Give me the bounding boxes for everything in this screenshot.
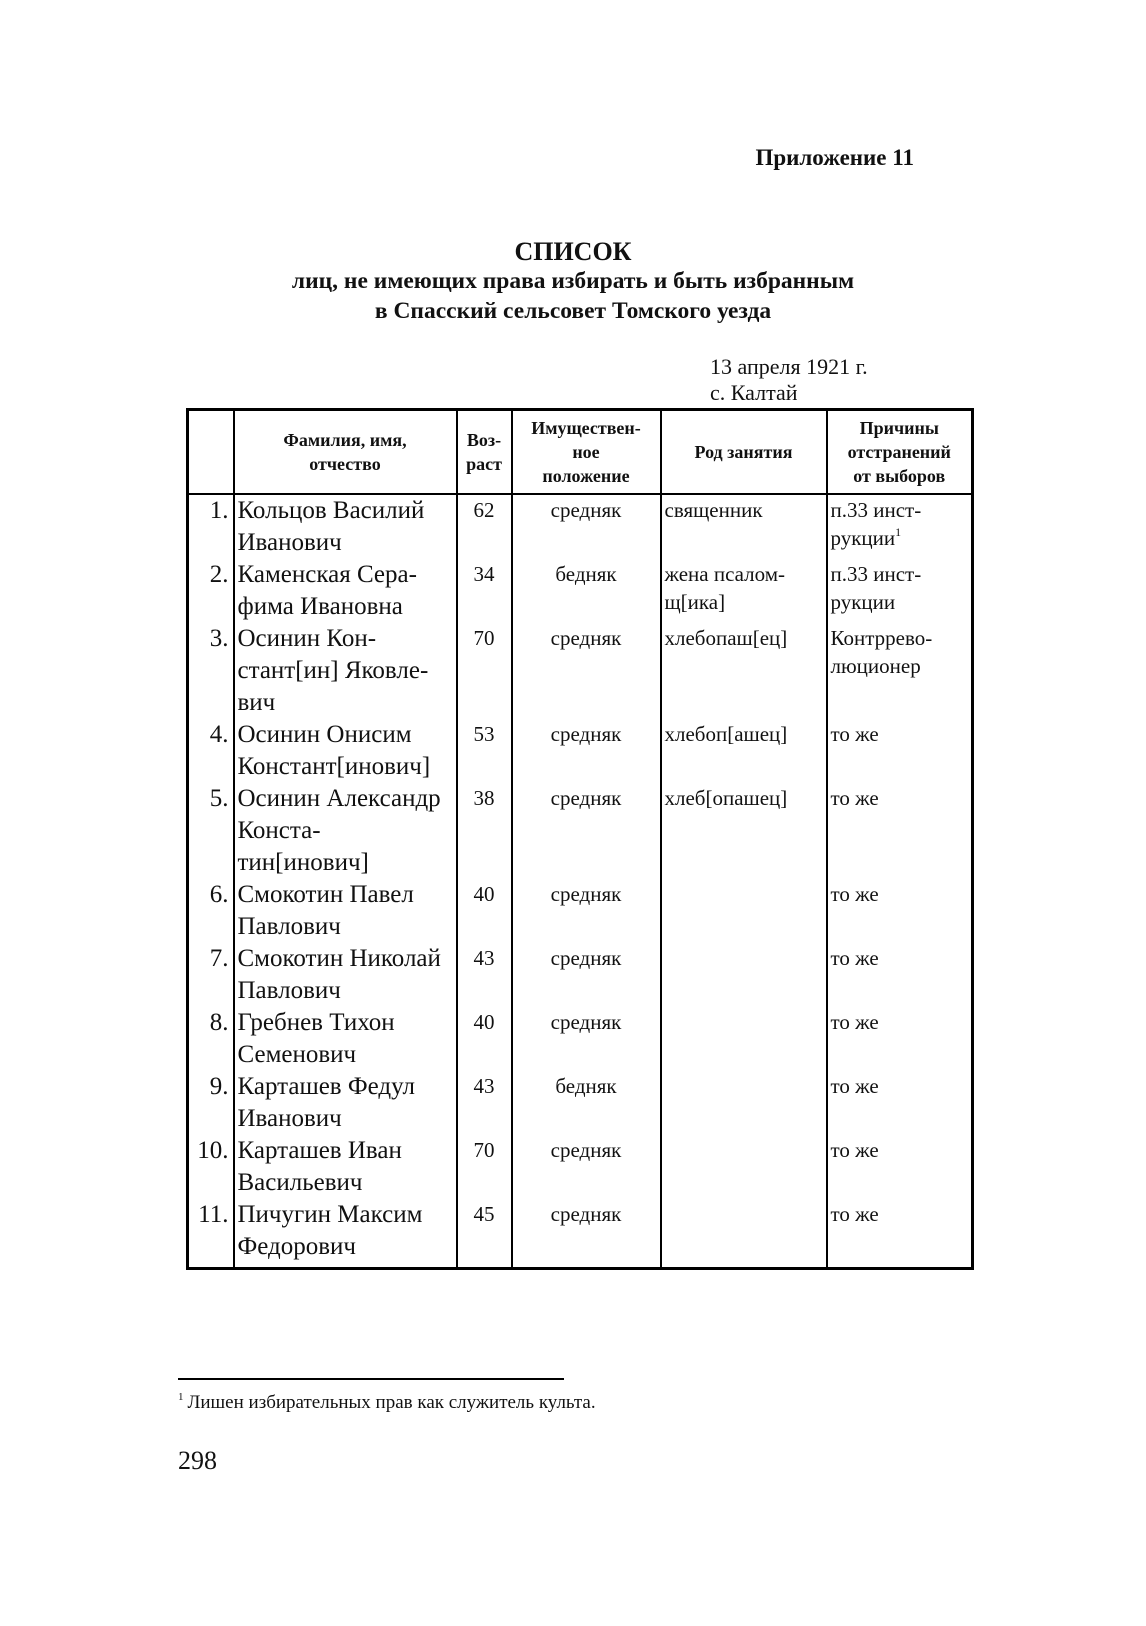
person-age: 43: [457, 1071, 512, 1135]
property-status: бедняк: [512, 1071, 661, 1135]
person-age: 45: [457, 1199, 512, 1269]
person-name: Карташев Иван Васильевич: [234, 1135, 457, 1199]
table-body: [188, 494, 973, 1269]
property-status: средняк: [512, 783, 661, 879]
document-date: 13 апреля 1921 г.: [710, 354, 868, 379]
row-number: 10.: [197, 1137, 229, 1164]
person-age: 62: [457, 494, 512, 559]
document-title: [0, 238, 1146, 326]
exclusion-reason: п.33 инст- рукции: [827, 559, 973, 623]
row-number: 4.: [209, 721, 229, 748]
header-age: Воз- раст: [457, 410, 512, 495]
row-number: 11.: [198, 1201, 229, 1228]
header-name: Фамилия, имя, отчество: [234, 410, 457, 495]
property-status: средняк: [512, 1199, 661, 1269]
row-number: 7.: [209, 945, 229, 972]
occupation: [661, 1007, 827, 1071]
table-row: [188, 879, 973, 943]
person-name: Осинин Александр Конста- тин[инович]: [234, 783, 457, 879]
title-line-2: лиц, не имеющих права избирать и быть избранным: [291, 268, 855, 294]
header-occupation: Род занятия: [661, 410, 827, 495]
person-name: Осинин Кон- стант[ин] Яковле- вич: [234, 623, 457, 719]
property-status: бедняк: [512, 559, 661, 623]
person-name: Смокотин Павел Павлович: [234, 879, 457, 943]
person-age: 40: [457, 1007, 512, 1071]
exclusion-reason: то же: [827, 719, 973, 783]
footnote-ref: 1: [895, 525, 902, 539]
row-number: 3.: [209, 625, 229, 652]
property-status: средняк: [512, 719, 661, 783]
table-header-row: [188, 410, 973, 495]
table-row: [188, 559, 973, 623]
exclusion-reason: то же: [827, 1199, 973, 1269]
table-row: [188, 719, 973, 783]
document-place: с. Калтай: [710, 380, 798, 405]
property-status: средняк: [512, 879, 661, 943]
person-name: Гребнев Тихон Семенович: [234, 1007, 457, 1071]
occupation: [661, 879, 827, 943]
table-row: [188, 1007, 973, 1071]
person-name: Смокотин Николай Павлович: [234, 943, 457, 1007]
occupation: [661, 1071, 827, 1135]
occupation: хлебоп[ашец]: [661, 719, 827, 783]
property-status: средняк: [512, 1007, 661, 1071]
person-age: 70: [457, 623, 512, 719]
row-number: 5.: [209, 785, 229, 812]
occupation: священник: [661, 494, 827, 559]
row-number: 8.: [209, 1009, 229, 1036]
exclusion-reason: то же: [827, 1007, 973, 1071]
exclusion-reason: то же: [827, 943, 973, 1007]
header-property: Имуществен- ное положение: [512, 410, 661, 495]
footnote-text: Лишен избирательных прав как служитель культа.: [187, 1392, 596, 1413]
person-age: 34: [457, 559, 512, 623]
row-number: 9.: [209, 1073, 229, 1100]
person-name: Пичугин Максим Федорович: [234, 1199, 457, 1269]
person-name: Каменская Сера- фима Ивановна: [234, 559, 457, 623]
row-number: 6.: [209, 881, 229, 908]
exclusion-reason: то же: [827, 1135, 973, 1199]
occupation: [661, 1199, 827, 1269]
date-place: [710, 354, 868, 406]
occupation: [661, 943, 827, 1007]
page-number: 298: [178, 1446, 217, 1475]
header-reason: Причины отстранений от выборов: [827, 410, 973, 495]
row-number: 2.: [209, 561, 229, 588]
person-name: Кольцов Василий Иванович: [234, 494, 457, 559]
occupation: жена псалом- щ[ика]: [661, 559, 827, 623]
exclusion-reason: то же: [827, 879, 973, 943]
persons-table: [186, 408, 974, 1270]
title-line-1: СПИСОК: [514, 237, 632, 266]
table-row: [188, 1199, 973, 1269]
occupation: хлеб[опашец]: [661, 783, 827, 879]
occupation: [661, 1135, 827, 1199]
exclusion-reason: Контррево- люционер: [827, 623, 973, 719]
footnote-divider: [178, 1378, 564, 1380]
table-row: [188, 494, 973, 559]
person-age: 43: [457, 943, 512, 1007]
person-name: Осинин Онисим Констант[инович]: [234, 719, 457, 783]
row-number: 1.: [209, 497, 229, 524]
person-age: 70: [457, 1135, 512, 1199]
person-age: 38: [457, 783, 512, 879]
property-status: средняк: [512, 1135, 661, 1199]
person-age: 40: [457, 879, 512, 943]
footnote: [178, 1392, 596, 1414]
header-num: [188, 410, 234, 495]
table-row: [188, 1135, 973, 1199]
person-age: 53: [457, 719, 512, 783]
table-row: [188, 943, 973, 1007]
table-row: [188, 783, 973, 879]
title-line-3: в Спасский сельсовет Томского уезда: [374, 298, 772, 324]
property-status: средняк: [512, 943, 661, 1007]
occupation: хлебопаш[ец]: [661, 623, 827, 719]
footnote-marker: 1: [178, 1391, 184, 1403]
exclusion-reason: то же: [827, 1071, 973, 1135]
table-row: [188, 1071, 973, 1135]
exclusion-reason: то же: [827, 783, 973, 879]
property-status: средняк: [512, 623, 661, 719]
property-status: средняк: [512, 494, 661, 559]
exclusion-reason: п.33 инст- рукции$^1$: [827, 494, 973, 559]
appendix-label: Приложение 11: [755, 145, 914, 170]
table-row: [188, 623, 973, 719]
person-name: Карташев Федул Иванович: [234, 1071, 457, 1135]
